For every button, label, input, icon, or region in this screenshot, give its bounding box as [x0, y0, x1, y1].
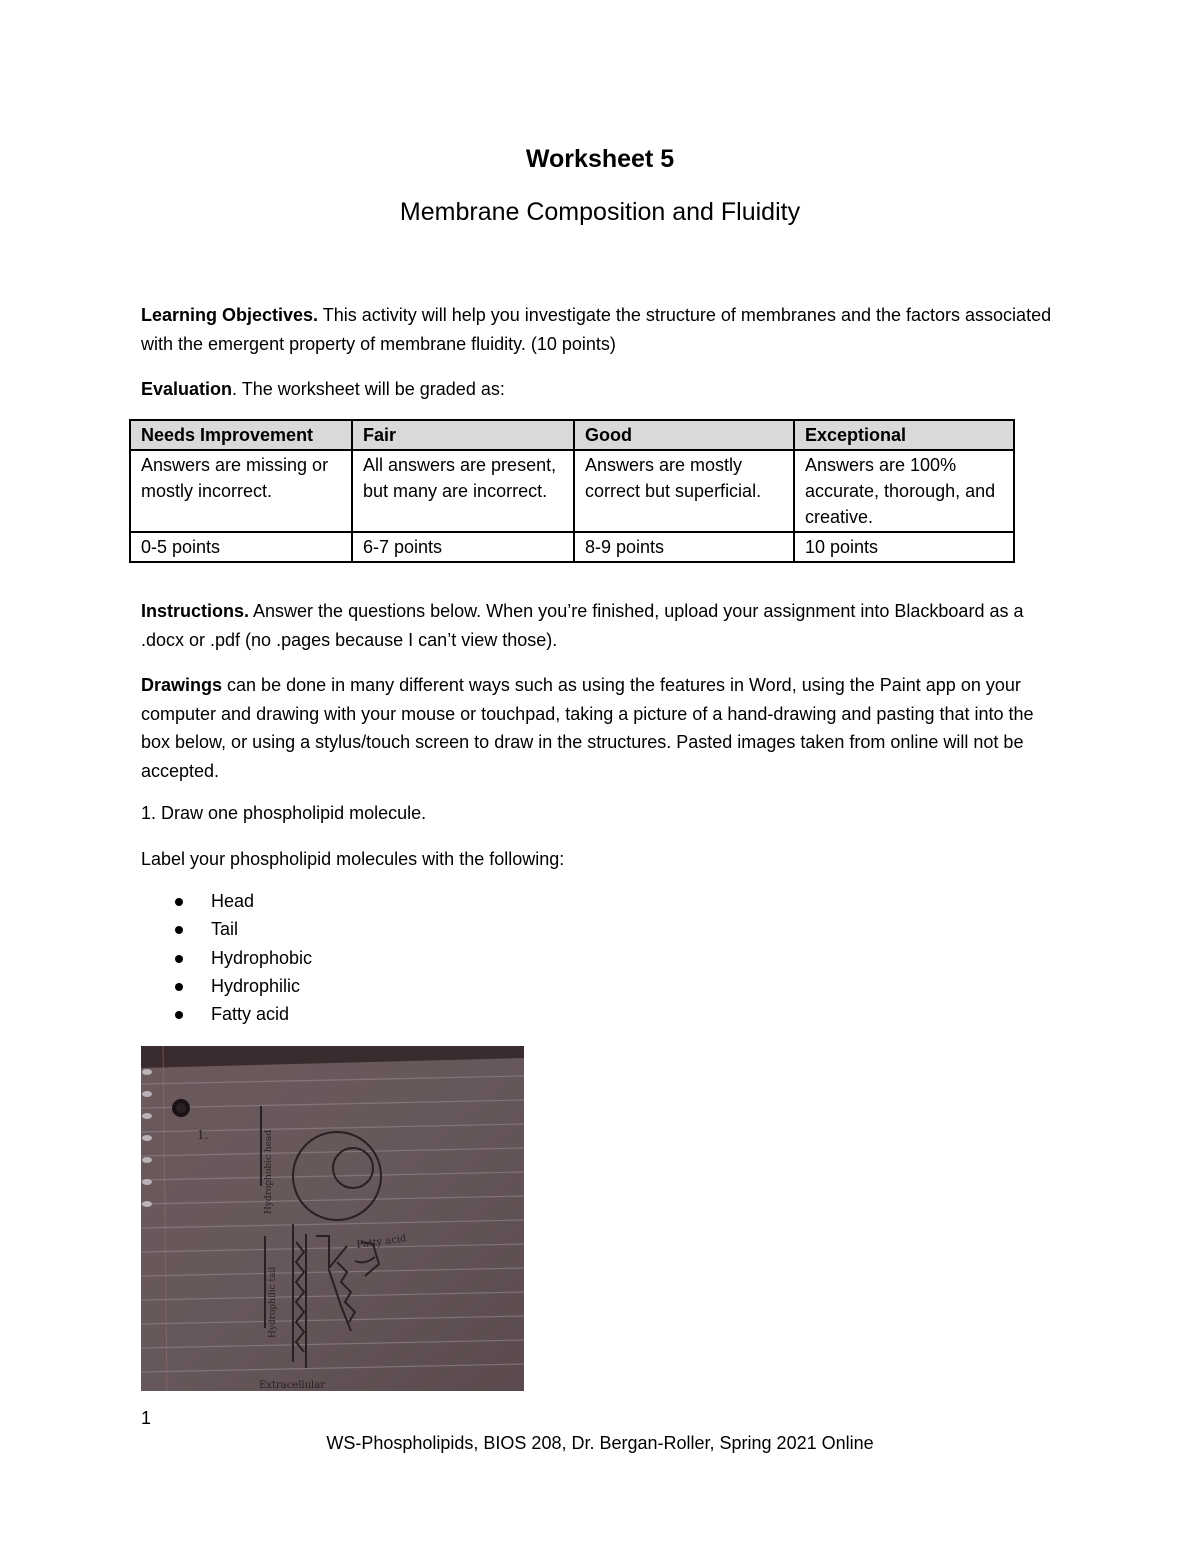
list-item: [141, 1000, 312, 1028]
photo-label-head: Hydrophobic head: [264, 1129, 274, 1214]
learning-objectives: [141, 301, 1061, 358]
page-footer: WS-Phospholipids, BIOS 208, Dr. Bergan-Roller, Spring 2021 Online: [326, 1433, 874, 1453]
evaluation-text: . The worksheet will be graded as:: [232, 379, 505, 399]
rubric-header: Needs Improvement: [130, 420, 352, 450]
photo-label-tail: Hydrophilic tail: [268, 1266, 278, 1338]
instructions-text: Answer the questions below. When you’re finished, upload your assignment into Blackboard as a .docx or .pdf (no .pages because I can’t view those).: [141, 601, 1024, 650]
drawing-svg: [141, 1046, 524, 1391]
learning-objectives-label: Learning Objectives.: [141, 305, 319, 325]
bullet-icon: [175, 955, 183, 963]
evaluation: [141, 375, 1061, 404]
rubric-header: Exceptional: [794, 420, 1014, 450]
rubric-description: Answers are missing or mostly incorrect.: [130, 450, 352, 532]
instructions-label: Instructions.: [141, 601, 250, 621]
list-item-label: Tail: [211, 919, 239, 940]
rubric-points: 8-9 points: [574, 532, 794, 562]
rubric-points: 10 points: [794, 532, 1014, 562]
rubric-points: 6-7 points: [352, 532, 574, 562]
rubric-description: Answers are mostly correct but superficial.: [574, 450, 794, 532]
label-list: [141, 887, 312, 1028]
drawings-text: can be done in many different ways such as using the features in Word, using the Paint app on your computer and drawing with your mouse or touchpad, taking a picture of a hand-drawing and pasting that into the box below, or using a stylus/touch screen to draw in the structures. Pasted images taken from online will not be accepted.: [141, 675, 1034, 781]
drawings-label: Drawings: [141, 675, 223, 695]
page-number: 1: [141, 1408, 152, 1428]
phospholipid-drawing-photo: [141, 1046, 524, 1391]
bullet-icon: [175, 983, 183, 991]
photo-number: 1.: [197, 1128, 209, 1142]
rubric-description-row: [130, 450, 1014, 532]
evaluation-label: Evaluation: [141, 379, 233, 399]
bullet-icon: [175, 926, 183, 934]
question-1: 1. Draw one phospholipid molecule.: [141, 803, 427, 823]
bullet-icon: [175, 898, 183, 906]
page-title: Worksheet 5: [525, 145, 675, 173]
list-item-label: Hydrophobic: [211, 947, 313, 968]
list-item-label: Hydrophilic: [211, 975, 301, 996]
list-item: [141, 972, 312, 1000]
rubric-table: [129, 419, 1015, 563]
rubric-points-row: [130, 532, 1014, 562]
rubric-points: 0-5 points: [130, 532, 352, 562]
rubric-description: Answers are 100% accurate, thorough, and creative.: [794, 450, 1014, 532]
list-item: [141, 887, 312, 915]
rubric-header-row: [130, 420, 1014, 450]
instructions: [141, 597, 1061, 654]
list-item: [141, 915, 312, 943]
rubric-description: All answers are present, but many are incorrect.: [352, 450, 574, 532]
photo-label-fatty-acid: Fatty acid: [355, 1233, 408, 1251]
page-subtitle: Membrane Composition and Fluidity: [399, 198, 801, 226]
label-instruction: Label your phospholipid molecules with the following:: [141, 849, 565, 869]
list-item-label: Head: [211, 891, 255, 911]
list-item-label: Fatty acid: [211, 1004, 290, 1025]
list-item: [141, 944, 312, 972]
bullet-icon: [175, 1011, 183, 1019]
photo-label-bottom: Extracellular: [259, 1380, 325, 1391]
rubric-header: Fair: [352, 420, 574, 450]
learning-objectives-text: This activity will help you investigate the structure of membranes and the factors associated with the emergent property of membrane fluidity. (10 points): [141, 305, 1052, 354]
rubric-header: Good: [574, 420, 794, 450]
drawings-paragraph: [141, 671, 1061, 785]
